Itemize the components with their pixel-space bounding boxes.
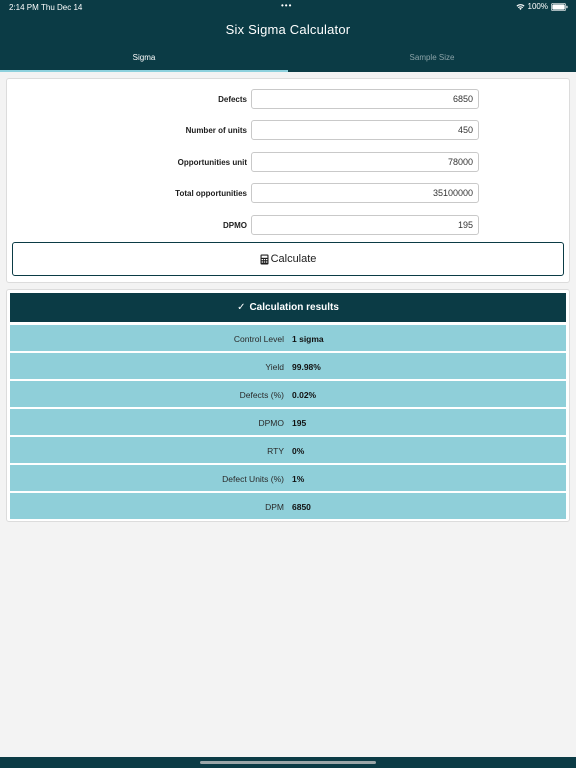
form-row-defects xyxy=(7,89,571,109)
battery-icon xyxy=(551,3,568,11)
input-form-card xyxy=(6,78,570,283)
result-label: DPMO xyxy=(258,418,284,428)
result-row-yield xyxy=(10,353,566,379)
results-title: Calculation results xyxy=(249,302,339,313)
home-indicator[interactable] xyxy=(200,761,376,764)
result-label: Defects (%) xyxy=(239,390,284,400)
status-date: Thu Dec 14 xyxy=(41,3,83,12)
result-row-dpmo xyxy=(10,409,566,435)
defects-input[interactable] xyxy=(251,89,479,109)
result-row-defects-percent xyxy=(10,381,566,407)
status-bar xyxy=(0,0,576,14)
result-label: Yield xyxy=(265,362,284,372)
result-row-defect-units-percent xyxy=(10,465,566,491)
form-row-total-opportunities xyxy=(7,183,571,203)
active-tab-indicator xyxy=(0,70,288,72)
tab-sample-size[interactable]: Sample Size xyxy=(409,53,455,62)
result-value: 1 sigma xyxy=(292,334,324,344)
opportunities-unit-label: Opportunities unit xyxy=(177,158,247,167)
battery-percent: 100% xyxy=(527,2,548,11)
calculate-button-label: Calculate xyxy=(270,253,317,265)
tab-sigma[interactable]: Sigma xyxy=(132,53,156,62)
result-label: Defect Units (%) xyxy=(222,474,284,484)
result-row-control-level xyxy=(10,325,566,351)
form-row-opportunities-unit xyxy=(7,152,571,172)
status-right xyxy=(516,2,568,11)
number-of-units-input[interactable] xyxy=(251,120,479,140)
result-label: RTY xyxy=(267,446,284,456)
result-row-rty xyxy=(10,437,566,463)
app-header xyxy=(0,0,576,72)
total-opportunities-label: Total opportunities xyxy=(175,189,247,198)
bottom-bar xyxy=(0,757,576,768)
opportunities-unit-input[interactable] xyxy=(251,152,479,172)
defects-label: Defects xyxy=(218,95,247,104)
result-value: 0.02% xyxy=(292,390,317,400)
result-value: 195 xyxy=(292,418,307,428)
result-value: 99.98% xyxy=(292,362,321,372)
form-row-dpmo xyxy=(7,215,571,235)
result-value: 0% xyxy=(292,446,305,456)
result-value: 6850 xyxy=(292,502,311,512)
calculator-icon xyxy=(260,254,269,265)
result-label: Control Level xyxy=(233,334,284,344)
result-label: DPM xyxy=(265,502,284,512)
form-row-number-of-units xyxy=(7,120,571,140)
check-icon: ✓ xyxy=(237,302,246,313)
results-header xyxy=(10,293,566,322)
dpmo-input[interactable] xyxy=(251,215,479,235)
calculate-button[interactable] xyxy=(12,242,564,276)
result-row-dpm xyxy=(10,493,566,519)
multitasking-dots[interactable]: ••• xyxy=(281,1,293,10)
app-title: Six Sigma Calculator xyxy=(225,22,351,37)
number-of-units-label: Number of units xyxy=(185,126,247,135)
dpmo-label: DPMO xyxy=(223,221,247,230)
result-value: 1% xyxy=(292,474,305,484)
status-time: 2:14 PM xyxy=(9,3,39,12)
total-opportunities-input[interactable] xyxy=(251,183,479,203)
results-card xyxy=(6,289,570,522)
wifi-icon xyxy=(516,3,525,11)
